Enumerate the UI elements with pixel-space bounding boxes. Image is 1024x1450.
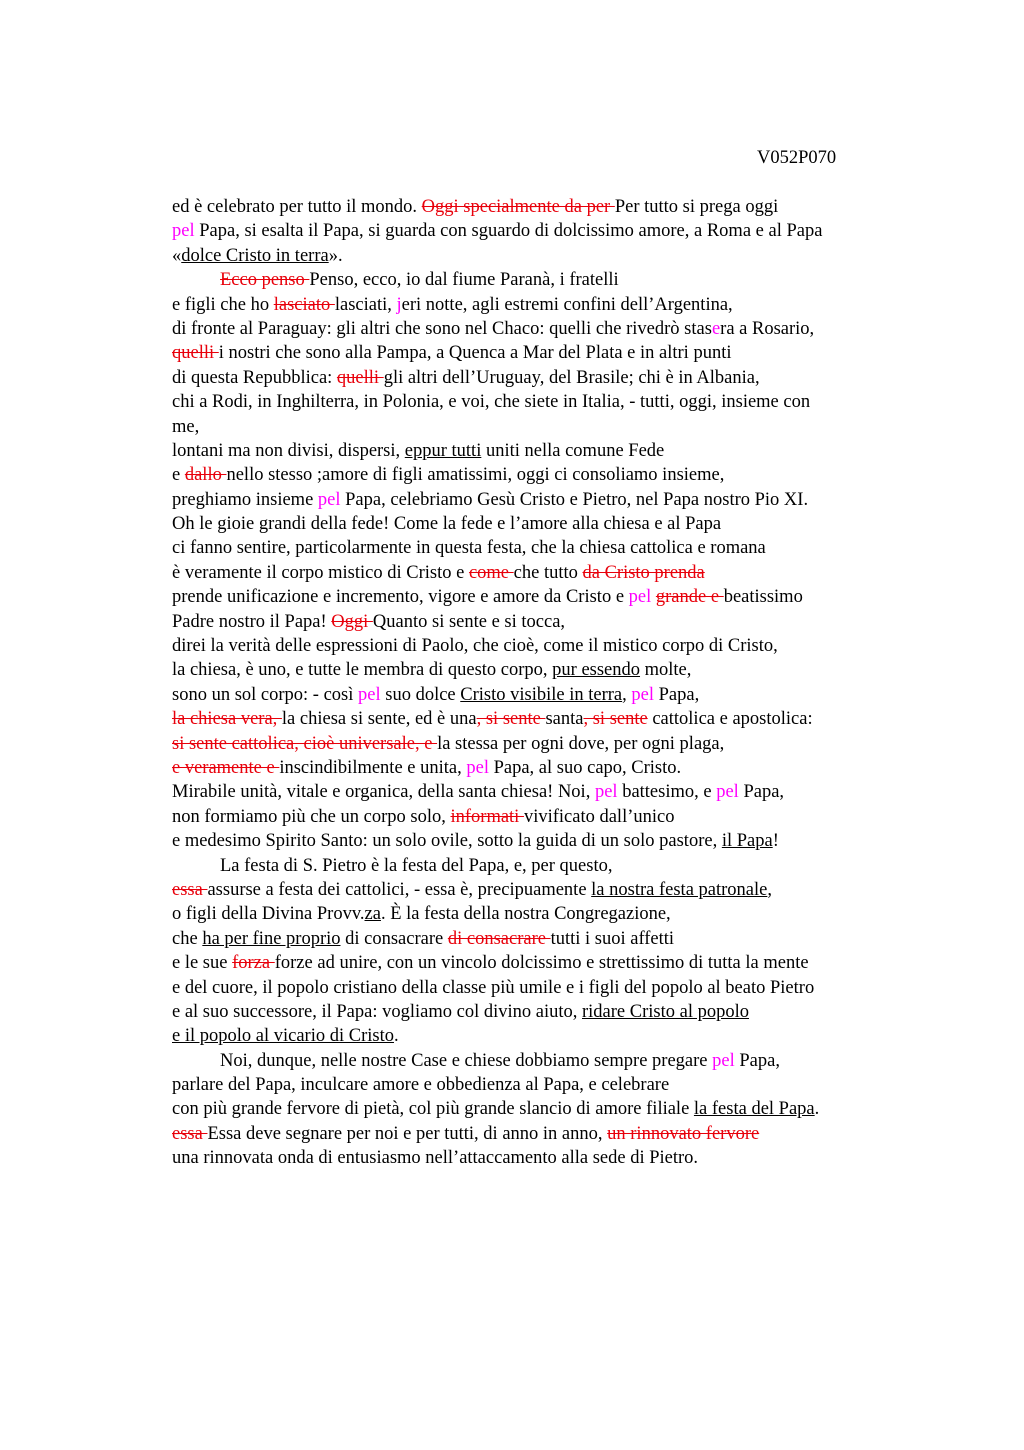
text-segment: e del cuore, il popolo cristiano della classe più umile e i figli del popolo al beato Pietro	[172, 977, 815, 998]
highlighted-word: pel	[712, 1050, 735, 1071]
deleted-text: si sente cattolica, cioè universale, e	[172, 733, 438, 754]
text-segment: o figli della Divina Provv.	[172, 904, 365, 925]
text-segment: prende unificazione e incremento, vigore e amore da Cristo e	[172, 587, 629, 608]
text-segment: Papa, si esalta il Papa, si guarda con sguardo di dolcissimo amore, a Roma e al Papa	[194, 221, 823, 242]
text-line	[172, 854, 912, 878]
deleted-text: quelli	[172, 343, 219, 364]
highlighted-word: j	[396, 294, 402, 315]
deleted-text: dallo	[184, 465, 227, 486]
text-segment: vivificato dall’unico	[523, 806, 675, 827]
text-line	[172, 1146, 912, 1170]
underlined-text: e il popolo al vicario di Cristo	[172, 1026, 394, 1047]
text-segment: me,	[172, 416, 200, 437]
text-line	[172, 1073, 912, 1097]
text-segment: Noi, dunque, nelle nostre Case e chiese dobbiamo sempre pregare	[220, 1050, 713, 1071]
text-segment: beatissimo	[723, 587, 803, 608]
text-line	[172, 341, 912, 365]
underlined-text: ridare Cristo al popolo	[582, 1001, 749, 1022]
highlighted-word: pel	[631, 684, 654, 705]
text-segment: assurse a festa dei cattolici, - essa è, precipuamente	[207, 879, 592, 900]
text-segment: la stessa per ogni dove, per ogni plaga,	[437, 733, 725, 754]
text-segment: ra a Rosario,	[720, 318, 815, 339]
text-segment: e medesimo Spirito Santo: un solo ovile, sotto la guida di un solo pastore,	[172, 831, 722, 852]
text-line	[172, 317, 912, 341]
highlighted-word: pel	[358, 684, 381, 705]
text-segment: «	[172, 245, 182, 266]
text-line	[172, 732, 912, 756]
text-segment: la chiesa, è uno, e tutte le membra di questo corpo,	[172, 660, 553, 681]
text-line	[172, 244, 912, 268]
text-segment: e le sue	[172, 953, 233, 974]
text-line	[172, 512, 912, 536]
underlined-text: il Papa	[721, 831, 773, 852]
highlighted-word: e	[711, 318, 721, 339]
deleted-text: informati	[450, 806, 524, 827]
text-segment: di fronte al Paraguay: gli altri che sono nel Chaco: quelli che rivedrò stas	[172, 318, 712, 339]
text-segment: Mirabile unità, vitale e organica, della santa chiesa! Noi,	[172, 782, 595, 803]
text-line	[172, 878, 912, 902]
text-segment: di questa Repubblica:	[172, 367, 337, 388]
text-segment: ed è celebrato per tutto il mondo.	[172, 197, 422, 217]
text-segment: Papa, celebriamo Gesù Cristo e Pietro, nel Papa nostro Pio XI.	[340, 489, 809, 510]
underlined-text: za	[364, 904, 381, 925]
deleted-text: Oggi	[331, 611, 373, 632]
text-segment: di consacrare	[340, 928, 448, 949]
text-segment: .	[393, 1026, 399, 1047]
text-segment: La festa di S. Pietro è la festa del Papa, e, per questo,	[220, 855, 613, 876]
text-segment: Padre nostro il Papa!	[172, 611, 332, 632]
underlined-text: dolce Cristo in terra	[181, 245, 329, 266]
text-segment: uniti nella comune Fede	[481, 440, 665, 461]
text-line	[172, 1000, 912, 1024]
text-segment: tutti i suoi affetti	[550, 928, 675, 949]
text-segment: una rinnovata onda di entusiasmo nell’attaccamento alla sede di Pietro.	[172, 1148, 699, 1169]
text-segment: e figli che ho	[172, 294, 274, 315]
text-segment: è veramente il corpo mistico di Cristo e	[172, 562, 469, 583]
text-segment: lontani ma non divisi, dispersi,	[172, 440, 405, 461]
text-line	[172, 268, 912, 292]
text-line	[172, 390, 912, 414]
text-segment: che tutto	[513, 562, 583, 583]
text-segment: Per tutto si prega oggi	[614, 197, 779, 217]
page-identifier: V052P070	[757, 148, 837, 168]
text-line	[172, 415, 912, 439]
text-segment: e	[172, 465, 185, 486]
highlighted-word: pel	[628, 587, 652, 608]
text-segment: cattolica e apostolica:	[647, 709, 813, 730]
text-line	[172, 976, 912, 1000]
text-segment: Papa,	[734, 1050, 780, 1071]
text-segment: la chiesa si sente, ed è una	[281, 709, 477, 730]
deleted-text: quelli	[336, 367, 384, 388]
text-segment: che	[172, 928, 203, 949]
text-segment: Quanto si sente e si tocca,	[372, 611, 566, 632]
text-segment: nello stesso ;amore di figli amatissimi, oggi ci consoliamo insieme,	[226, 465, 725, 486]
text-segment: ».	[328, 245, 343, 266]
text-segment: chi a Rodi, in Inghilterra, in Polonia, e voi, che siete in Italia, - tutti, oggi, insieme con	[172, 392, 811, 413]
text-line	[172, 829, 912, 853]
text-line	[172, 707, 912, 731]
deleted-text: , si sente	[583, 709, 648, 730]
highlighted-word: pel	[594, 782, 618, 803]
underlined-text: eppur tutti	[404, 440, 482, 461]
highlighted-word: pel	[172, 221, 195, 242]
text-segment: parlare del Papa, inculcare amore e obbedienza al Papa, e celebrare	[172, 1075, 670, 1096]
text-segment: sono un sol corpo: - così	[172, 684, 359, 705]
text-segment: ,	[622, 684, 632, 705]
text-line	[172, 463, 912, 487]
text-line	[172, 658, 912, 682]
text-line	[172, 439, 912, 463]
text-segment: gli altri dell’Uruguay, del Brasile; chi è in Albania,	[383, 367, 760, 388]
deleted-text: di consacrare	[447, 928, 551, 949]
text-line	[172, 561, 912, 585]
deleted-text: un rinnovato fervore	[607, 1123, 760, 1144]
text-segment: ci fanno sentire, particolarmente in questa festa, che la chiesa cattolica e romana	[172, 538, 766, 559]
text-segment: Essa deve segnare per noi e per tutti, di anno in anno,	[207, 1123, 608, 1144]
text-segment: lasciati,	[334, 294, 397, 315]
highlighted-word: pel	[317, 489, 341, 510]
text-segment: e al suo successore, il Papa: vogliamo col divino aiuto,	[172, 1001, 582, 1022]
highlighted-word: pel	[466, 757, 489, 778]
text-line	[172, 805, 912, 829]
text-line	[172, 536, 912, 560]
text-segment: non formiamo più che un corpo solo,	[172, 806, 451, 827]
text-segment: santa	[545, 709, 584, 730]
text-segment: eri notte, agli estremi confini dell’Argentina,	[401, 294, 733, 315]
deleted-text: lasciato	[273, 294, 335, 315]
text-segment: direi la verità delle espressioni di Paolo, che cioè, come il mistico corpo di Cristo,	[172, 636, 778, 657]
text-line	[172, 293, 912, 317]
deleted-text: Ecco penso	[220, 270, 310, 291]
text-segment: Papa,	[738, 782, 785, 803]
text-line	[172, 366, 912, 390]
text-line	[172, 488, 912, 512]
text-segment: !	[772, 831, 779, 852]
text-line	[172, 1097, 912, 1121]
text-segment: con più grande fervore di pietà, col più grande slancio di amore filiale	[172, 1099, 694, 1120]
underlined-text: la festa del Papa	[693, 1099, 815, 1120]
text-line	[172, 585, 912, 609]
text-line	[172, 195, 912, 219]
text-line	[172, 610, 912, 634]
underlined-text: Cristo visibile in terra	[460, 684, 623, 705]
text-line	[172, 951, 912, 975]
text-line	[172, 756, 912, 780]
deleted-text: forza	[232, 953, 275, 974]
deleted-text: grande e	[655, 587, 724, 608]
deleted-text: essa	[172, 879, 208, 900]
underlined-text: ha per fine proprio	[202, 928, 341, 949]
text-segment: Papa,	[653, 684, 700, 705]
text-segment: ,	[767, 879, 772, 900]
text-segment: Papa, al suo capo, Cristo.	[488, 757, 682, 778]
deleted-text: come	[468, 562, 514, 583]
text-line	[172, 683, 912, 707]
text-line	[172, 219, 912, 243]
document-body	[172, 195, 912, 1171]
text-line	[172, 1122, 912, 1146]
text-line	[172, 1024, 912, 1048]
deleted-text: e veramente e	[172, 757, 280, 778]
text-segment: Penso, ecco, io dal fiume Paranà, i fratelli	[309, 270, 619, 291]
deleted-text: essa	[172, 1123, 208, 1144]
deleted-text: Oggi specialmente da per	[421, 197, 615, 217]
text-line	[172, 634, 912, 658]
text-segment: . È la festa della nostra Congregazione,	[380, 904, 671, 925]
underlined-text: pur essendo	[552, 660, 641, 681]
text-segment: Oh le gioie grandi della fede! Come la fede e l’amore alla chiesa e al Papa	[172, 514, 722, 535]
text-segment: suo dolce	[380, 684, 461, 705]
deleted-text: , si sente	[476, 709, 546, 730]
text-line	[172, 780, 912, 804]
text-segment: preghiamo insieme	[172, 489, 318, 510]
text-line	[172, 902, 912, 926]
highlighted-word: pel	[716, 782, 739, 803]
text-line	[172, 1049, 912, 1073]
deleted-text: la chiesa vera,	[172, 709, 282, 730]
text-segment: .	[814, 1099, 820, 1120]
deleted-text: da Cristo prenda	[582, 562, 705, 583]
text-segment: battesimo, e	[617, 782, 717, 803]
text-line	[172, 927, 912, 951]
text-segment: molte,	[640, 660, 692, 681]
text-segment: inscindibilmente e unita,	[279, 757, 467, 778]
text-segment: forze ad unire, con un vincolo dolcissimo e strettissimo di tutta la mente	[274, 953, 809, 974]
text-segment: i nostri che sono alla Pampa, a Quenca a Mar del Plata e in altri punti	[218, 343, 732, 364]
underlined-text: la nostra festa patronale	[591, 879, 768, 900]
